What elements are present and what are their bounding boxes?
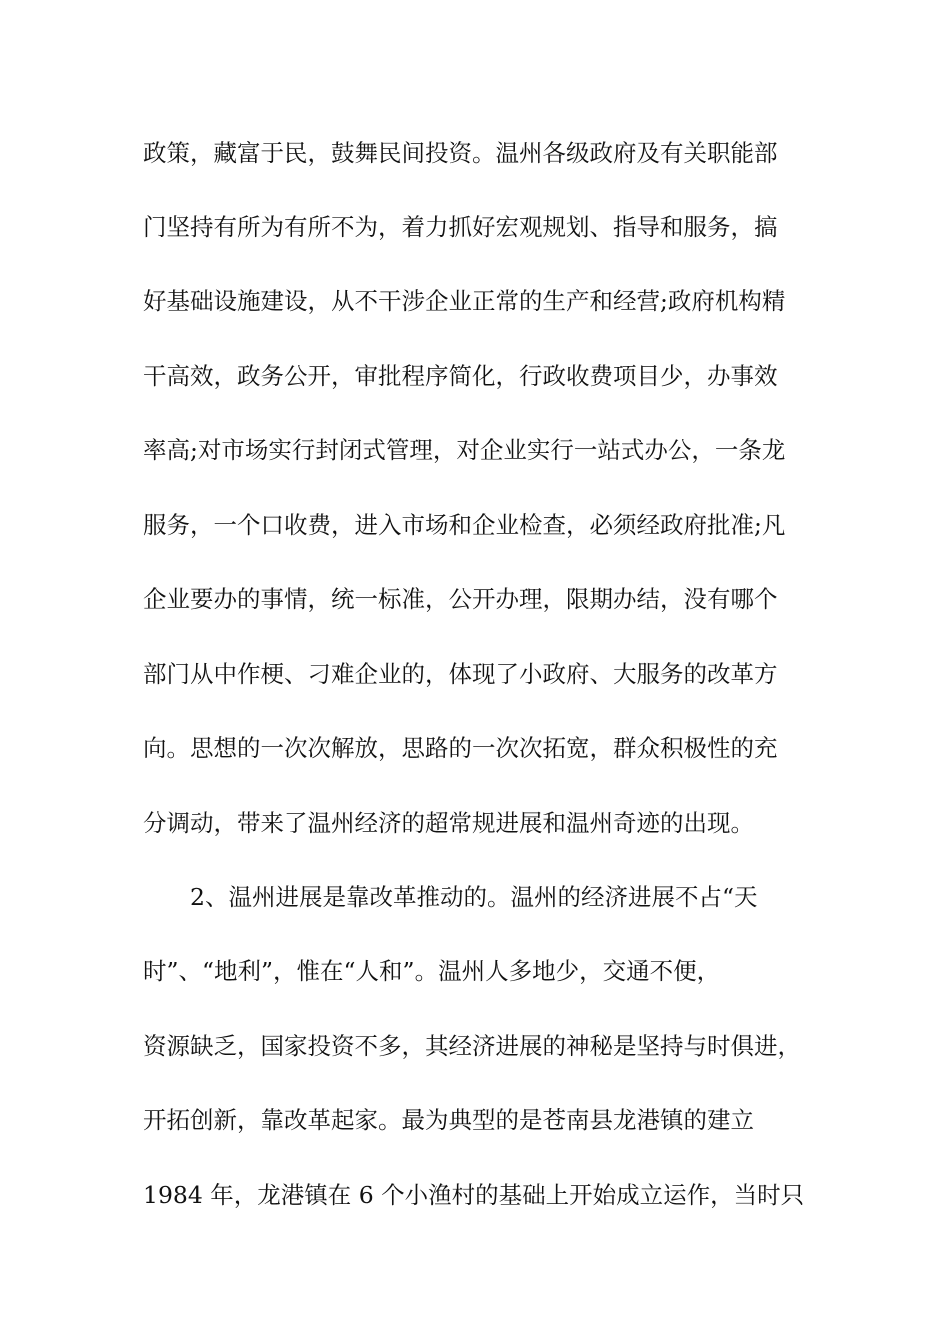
text-line: 门坚持有所为有所不为，着力抓好宏观规划、指导和服务，搞 [143, 213, 778, 241]
text-line: 向。思想的一次次解放，思路的一次次拓宽，群众积极性的充 [143, 734, 778, 762]
text-line: 率高;对市场实行封闭式管理，对企业实行一站式办公，一条龙 [143, 436, 786, 464]
text-line: 政策，藏富于民，鼓舞民间投资。温州各级政府及有关职能部 [143, 139, 778, 167]
text-line: 资源缺乏，国家投资不多，其经济进展的神秘是坚持与时俱进， [143, 1032, 801, 1060]
text-line: 企业要办的事情，统一标准，公开办理，限期办结，没有哪个 [143, 585, 778, 613]
text-line: 服务，一个口收费，进入市场和企业检查，必须经政府批准;凡 [143, 511, 786, 539]
text-line: 开拓创新，靠改革起家。最为典型的是苍南县龙港镇的建立 [143, 1106, 754, 1134]
text-line: 干高效，政务公开，审批程序简化，行政收费项目少，办事效 [143, 362, 778, 390]
text-line: 1984 年，龙港镇在 6 个小渔村的基础上开始成立运作，当时只 [143, 1181, 805, 1209]
text-line: 部门从中作梗、刁难企业的，体现了小政府、大服务的改革方 [143, 660, 778, 688]
text-line: 时”、“地利”，惟在“人和”。温州人多地少，交通不便， [143, 957, 721, 985]
paragraph-first-line: 2、温州进展是靠改革推动的。温州的经济进展不占“天 [190, 883, 758, 911]
text-line: 好基础设施建设，从不干涉企业正常的生产和经营;政府机构精 [143, 287, 786, 315]
text-line: 分调动，带来了温州经济的超常规进展和温州奇迹的出现。 [143, 809, 754, 837]
